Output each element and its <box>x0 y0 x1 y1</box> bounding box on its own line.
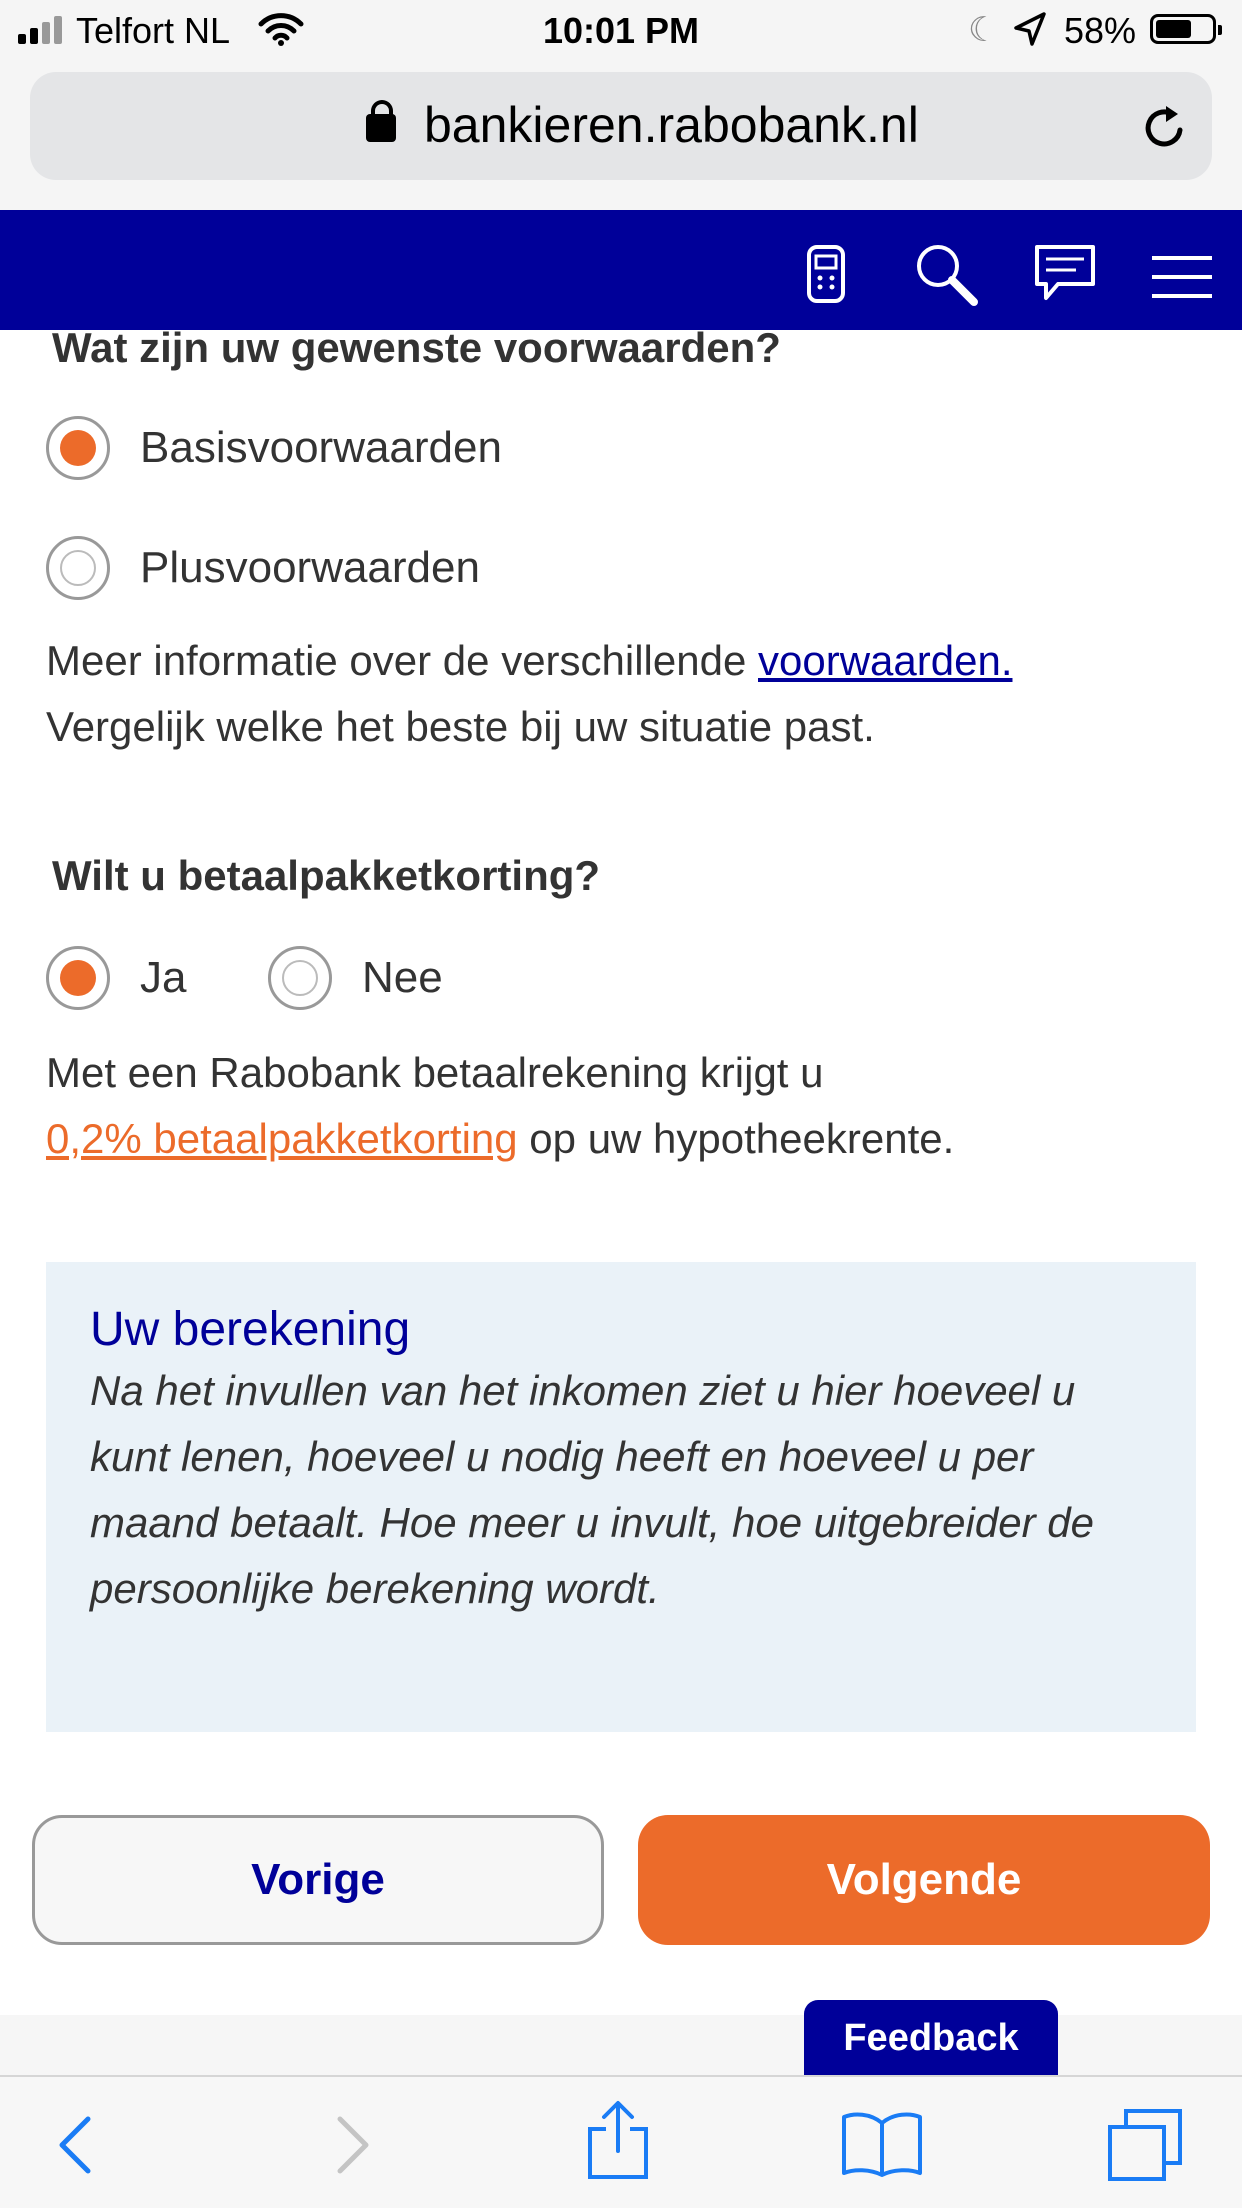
previous-button[interactable]: Vorige <box>32 1815 604 1945</box>
radio-button-selected[interactable] <box>46 946 110 1010</box>
battery-percent: 58% <box>1064 10 1137 51</box>
radio-label: Ja <box>140 953 187 1002</box>
discount-info-text: Met een Rabobank betaalrekening krijgt u <box>46 1049 824 1096</box>
search-icon[interactable] <box>914 242 980 308</box>
discount-question: Wilt u betaalpakketkorting? <box>52 852 601 899</box>
calculation-text: Na het invullen van het inkomen ziet u hier hoeveel u kunt lenen, hoeveel u nodig heeft en hoeveel u per maand betaalt. Hoe meer u invult, hoe uitgebreider de persoonlijke berekening wordt. <box>90 1367 1094 1612</box>
radio-option-basisvoorwaarden[interactable] <box>46 416 502 480</box>
radio-label: Nee <box>362 953 443 1002</box>
calculation-title: Uw berekening <box>90 1303 411 1356</box>
conditions-info-text: Meer informatie over de verschillende <box>46 637 758 684</box>
back-icon[interactable] <box>56 2115 96 2175</box>
radio-button-unselected[interactable] <box>268 946 332 1010</box>
browser-toolbar <box>0 2075 1242 2208</box>
discount-info <box>46 1040 1196 1172</box>
discount-info-text-2: op uw hypotheekrente. <box>517 1115 955 1162</box>
site-header <box>0 210 1242 330</box>
conditions-info <box>46 628 1196 760</box>
feedback-button[interactable]: Feedback <box>804 2000 1058 2076</box>
share-icon[interactable] <box>586 2099 650 2181</box>
address-bar[interactable] <box>30 72 1212 180</box>
location-icon <box>1012 10 1048 50</box>
radio-button-unselected[interactable] <box>46 536 110 600</box>
radio-option-plusvoorwaarden[interactable] <box>46 536 480 600</box>
browser-address-area <box>0 62 1242 210</box>
battery-icon <box>1150 14 1216 44</box>
menu-icon[interactable] <box>1152 256 1212 298</box>
url-text: bankieren.rabobank.nl <box>424 97 919 153</box>
next-button[interactable]: Volgende <box>638 1815 1210 1945</box>
calculation-box <box>46 1262 1196 1732</box>
radio-option-ja[interactable] <box>46 946 186 1010</box>
lock-icon <box>366 114 396 142</box>
card-reader-icon[interactable] <box>806 244 846 304</box>
conditions-link[interactable]: voorwaarden. <box>758 637 1013 684</box>
radio-label: Plusvoorwaarden <box>140 543 480 592</box>
moon-icon: ☾ <box>968 11 999 49</box>
status-bar <box>0 0 1242 62</box>
chat-icon[interactable] <box>1034 244 1096 304</box>
reload-icon[interactable] <box>1140 102 1190 152</box>
clock: 10:01 PM <box>542 10 700 51</box>
bookmarks-icon[interactable] <box>840 2111 924 2177</box>
radio-button-selected[interactable] <box>46 416 110 480</box>
carrier-name: Telfort NL <box>76 10 231 51</box>
mortgage-form <box>0 330 1242 2015</box>
conditions-question: Wat zijn uw gewenste voorwaarden? <box>52 330 781 371</box>
forward-icon[interactable] <box>332 2115 372 2175</box>
conditions-info-text-2: Vergelijk welke het beste bij uw situatie past. <box>46 703 875 750</box>
tabs-icon[interactable] <box>1106 2107 1184 2183</box>
radio-option-nee[interactable] <box>268 946 443 1010</box>
discount-link[interactable]: 0,2% betaalpakketkorting <box>46 1115 518 1162</box>
radio-label: Basisvoorwaarden <box>140 423 502 472</box>
